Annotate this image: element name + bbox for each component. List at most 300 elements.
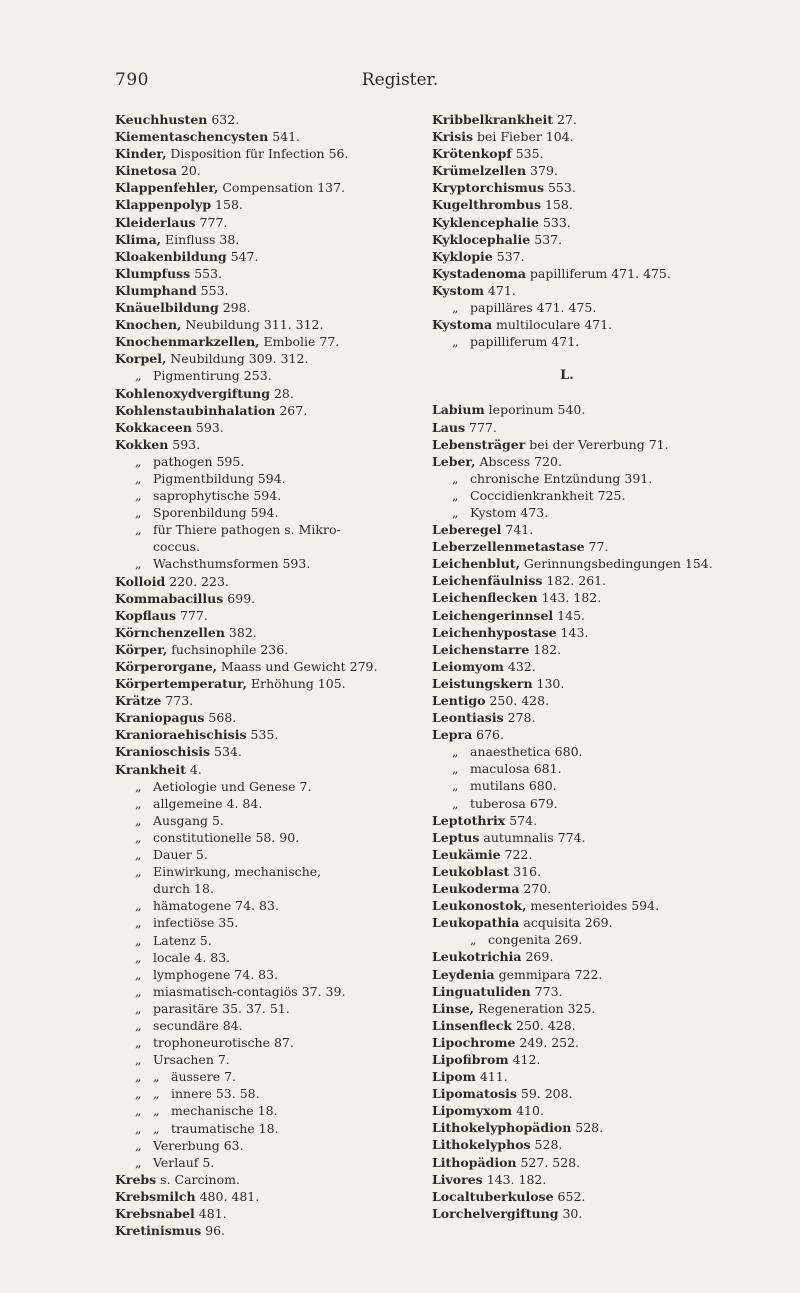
entry-headword: Knäuelbildung (115, 300, 219, 316)
index-entry (115, 316, 415, 333)
index-entry (115, 778, 415, 795)
index-entry (432, 966, 762, 983)
index-entry (432, 1119, 762, 1136)
entry-text: infectiöse 35. (153, 915, 239, 931)
index-entry (432, 521, 762, 538)
index-entry (115, 350, 415, 367)
index-entry (115, 367, 415, 384)
entry-headword: Lipom (432, 1069, 476, 1085)
entry-headword: Leukotrichia (432, 949, 522, 965)
entry-headword: Kystoma (432, 317, 493, 333)
entry-headword: Keuchhusten (115, 112, 208, 127)
entry-headword: Linsenfleck (432, 1017, 513, 1033)
index-entry (432, 436, 762, 453)
index-entry (432, 1154, 762, 1171)
entry-text: miasmatisch-contagiös 37. 39. (153, 983, 346, 999)
entry-text: 481. (194, 1206, 227, 1221)
entry-headword: Kiementaschencysten (115, 129, 269, 145)
ditto-mark: „ (153, 1069, 160, 1085)
entry-text: Pigmentirung 253. (153, 368, 272, 384)
entry-headword: Krötenkopf (432, 146, 512, 162)
entry-text: 4. (185, 761, 202, 777)
entry-headword: Lipomatosis (432, 1086, 517, 1102)
entry-headword: Krümelzellen (432, 163, 527, 179)
ditto-mark: „ (135, 1154, 142, 1170)
index-entry (432, 948, 762, 965)
index-entry (432, 931, 762, 948)
section-letter-l: L. (560, 368, 574, 384)
entry-text: 722. (500, 846, 533, 862)
index-entry (432, 1051, 762, 1068)
index-column-right (432, 111, 762, 1222)
entry-headword: Kranioschisis (115, 744, 211, 760)
entry-headword: Körnchenzellen (115, 624, 225, 640)
index-entry (432, 1171, 762, 1188)
index-entry (432, 829, 762, 846)
entry-text: 553. (196, 282, 229, 298)
ditto-mark: „ (135, 898, 142, 914)
entry-headword: Leichenfäulniss (432, 573, 543, 589)
index-entry (115, 555, 415, 572)
entry-text: lymphogene 74. 83. (153, 966, 279, 982)
entry-text: Gerinnungsbedingungen 154. (519, 556, 713, 572)
entry-headword: Kraniopagus (115, 710, 205, 726)
index-entry (432, 504, 762, 521)
ditto-mark: „ (135, 1052, 142, 1068)
entry-headword: Kokken (115, 436, 169, 452)
index-entry (115, 470, 415, 487)
entry-headword: Kyklencephalie (432, 214, 539, 230)
index-entry (115, 1171, 415, 1188)
entry-text: 182. 261. (542, 573, 607, 589)
index-entry (432, 709, 762, 726)
entry-headword: Leichenhypostase (432, 624, 557, 640)
index-entry (432, 607, 762, 624)
entry-headword: Kolloid (115, 573, 166, 589)
entry-text: multiloculare 471. (492, 317, 613, 333)
index-entry (115, 402, 415, 419)
index-entry (432, 231, 762, 248)
entry-headword: Kribbelkrankheit (432, 112, 554, 127)
entry-text: traumatische 18. (171, 1120, 279, 1136)
entry-headword: Krebs (115, 1171, 157, 1187)
index-entry (115, 162, 415, 179)
ditto-mark: „ (135, 932, 142, 948)
entry-text: maculosa 681. (470, 761, 562, 777)
entry-headword: Leichenblut, (432, 556, 520, 572)
entry-headword: Leichenstarre (432, 641, 530, 657)
ditto-mark: „ (135, 915, 142, 931)
entry-text: Einfluss 38. (161, 231, 240, 247)
ditto-mark: „ (452, 300, 459, 316)
entry-text: 574. (505, 812, 538, 828)
ditto-mark: „ (452, 778, 459, 794)
entry-text: Wachsthumsformen 593. (153, 556, 311, 572)
entry-text: papilliferum 471. 475. (525, 265, 671, 281)
ditto-mark: „ (135, 847, 142, 863)
index-entry (432, 1034, 762, 1051)
index-entry (432, 1017, 762, 1034)
entry-text: congenita 269. (488, 932, 583, 948)
entry-headword: Kinder, (115, 146, 167, 162)
index-entry (115, 949, 415, 966)
index-entry (115, 385, 415, 402)
entry-text: bei Fieber 104. (473, 129, 574, 145)
entry-text: bei der Vererbung 71. (525, 436, 669, 452)
ditto-mark: „ (135, 966, 142, 982)
entry-text: fuchsinophile 236. (167, 641, 289, 657)
index-entry (115, 1120, 415, 1137)
entry-headword: Klappenfehler, (115, 180, 219, 196)
entry-text: allgemeine 4. 84. (153, 795, 263, 811)
index-entry (432, 624, 762, 641)
ditto-mark: „ (135, 1000, 142, 1016)
index-entry (432, 453, 762, 470)
entry-text: 547. (226, 248, 259, 264)
ditto-mark: „ (135, 1017, 142, 1033)
entry-headword: Linguatuliden (432, 983, 531, 999)
entry-headword: Körpertemperatur, (115, 676, 248, 692)
entry-text: 632. (207, 112, 240, 127)
entry-text: 278. (503, 710, 536, 726)
ditto-mark: „ (452, 744, 459, 760)
entry-text: 30. (558, 1205, 583, 1221)
entry-text: 145. (553, 607, 585, 623)
page-number: 790 (115, 70, 149, 90)
entry-headword: Leistungskern (432, 675, 533, 691)
entry-headword: Krätze (115, 693, 162, 709)
index-entry (115, 709, 415, 726)
entry-headword: Kohlenoxydvergiftung (115, 385, 270, 401)
entry-text: Ausgang 5. (153, 812, 224, 828)
entry-text: 777. (465, 419, 497, 435)
entry-headword: Lentigo (432, 693, 486, 708)
index-entry (432, 572, 762, 589)
entry-text: 534. (210, 744, 242, 760)
index-entry (115, 1188, 415, 1205)
entry-headword: Lithokelyphos (432, 1137, 531, 1153)
index-entry (432, 196, 762, 213)
entry-headword: Kryptorchismus (432, 180, 544, 196)
entry-headword: Leber, (432, 453, 476, 469)
entry-text: mechanische 18. (171, 1103, 278, 1119)
index-entry (115, 846, 415, 863)
index-entry (115, 726, 415, 743)
index-entry (115, 214, 415, 231)
index-entries-k (432, 111, 762, 350)
entry-headword: Lipochrome (432, 1034, 516, 1050)
entry-headword: Knochen, (115, 317, 182, 333)
entry-text: Kystom 473. (470, 504, 549, 520)
index-entry (115, 1154, 415, 1171)
index-entry (115, 436, 415, 453)
index-entry (115, 607, 415, 624)
ditto-mark: „ (135, 1120, 142, 1136)
entry-headword: Körper, (115, 641, 168, 657)
entry-headword: Leukopathia (432, 915, 520, 931)
index-entry (115, 573, 415, 590)
index-entry (115, 812, 415, 829)
entry-text: 777. (175, 607, 208, 623)
index-entry (115, 914, 415, 931)
entry-headword: Kyklocephalie (432, 231, 531, 247)
entry-text: 270. (519, 881, 552, 897)
entry-text: 130. (532, 675, 565, 691)
index-entry (115, 265, 415, 282)
ditto-mark: „ (452, 487, 459, 503)
entry-text: coccus. (153, 539, 200, 555)
ditto-mark: „ (135, 1086, 142, 1102)
index-entry (115, 880, 415, 897)
index-entry (432, 214, 762, 231)
entry-text: 471. (483, 282, 516, 298)
entry-text: 250. 428. (512, 1017, 576, 1033)
index-entry (432, 316, 762, 333)
entry-headword: Localtuberkulose (432, 1188, 554, 1204)
entry-text: acquisita 269. (519, 915, 613, 931)
entry-headword: Leontiasis (432, 710, 504, 726)
entry-text: 250. 428. (485, 693, 550, 708)
entry-text: für Thiere pathogen s. Mikro- (153, 522, 341, 538)
entry-headword: Lipomyxom (432, 1103, 513, 1119)
index-entry (432, 248, 762, 265)
entry-headword: Leberzellenmetastase (432, 539, 585, 555)
index-entry (115, 675, 415, 692)
entry-text: 773. (530, 983, 563, 999)
index-entry (432, 641, 762, 658)
index-entry (115, 590, 415, 607)
index-entry (115, 538, 415, 555)
entry-text: 537. (492, 248, 525, 264)
index-entry (115, 196, 415, 213)
index-entry (115, 111, 415, 128)
entry-text: tuberosa 679. (470, 795, 558, 811)
entry-text: 410. (512, 1103, 544, 1119)
ditto-mark: „ (135, 1103, 142, 1119)
entry-text: innere 53. 58. (171, 1086, 260, 1102)
entry-headword: Labium (432, 402, 485, 418)
entry-text: secundäre 84. (153, 1017, 243, 1033)
entry-text: 158. (541, 197, 573, 213)
ditto-mark: „ (135, 949, 142, 965)
index-entry (115, 179, 415, 196)
ditto-mark: „ (452, 470, 459, 486)
entry-text: anaesthetica 680. (470, 744, 583, 760)
entry-text: locale 4. 83. (153, 949, 231, 965)
index-entry (432, 675, 762, 692)
ditto-mark: „ (452, 761, 459, 777)
entry-headword: Kystom (432, 282, 484, 298)
ditto-mark: „ (135, 1035, 142, 1051)
index-entry (432, 983, 762, 1000)
ditto-mark: „ (135, 453, 142, 469)
entry-headword: Leichenflecken (432, 590, 538, 606)
index-entry (432, 538, 762, 555)
index-entry (432, 589, 762, 606)
ditto-mark: „ (153, 1086, 160, 1102)
entry-headword: Leptus (432, 829, 480, 845)
index-entry (432, 692, 762, 709)
entry-headword: Kohlenstaubinhalation (115, 402, 276, 418)
entry-text: Neubildung 311. 312. (181, 317, 324, 333)
entry-text: mesenterioides 594. (526, 898, 660, 914)
ditto-mark: „ (153, 1120, 160, 1136)
entry-headword: Leptothrix (432, 812, 506, 828)
entry-text: autumnalis 774. (479, 829, 586, 845)
entry-headword: Leukoderma (432, 881, 520, 897)
entry-text: Einwirkung, mechanische, (153, 864, 322, 880)
entry-text: 28. (269, 385, 294, 401)
entry-text: 379. (526, 163, 558, 179)
index-entry (115, 248, 415, 265)
entry-text: constitutionelle 58. 90. (153, 829, 300, 845)
index-entry (432, 265, 762, 282)
index-entry (432, 760, 762, 777)
entry-text: 267. (275, 402, 308, 418)
entry-text: parasitäre 35. 37. 51. (153, 1000, 290, 1016)
index-entry (115, 1222, 415, 1239)
entry-text: 298. (218, 300, 251, 316)
entry-headword: Leukonostok, (432, 898, 527, 914)
entry-text: mutilans 680. (470, 778, 557, 794)
index-entry (432, 555, 762, 572)
ditto-mark: „ (135, 505, 142, 521)
entry-headword: Kystadenoma (432, 265, 526, 281)
index-entry (432, 282, 762, 299)
ditto-mark: „ (135, 1137, 142, 1153)
entry-text: papilläres 471. 475. (470, 300, 597, 316)
entry-headword: Laus (432, 419, 466, 435)
entry-text: 59. 208. (516, 1086, 573, 1102)
ditto-mark: „ (135, 983, 142, 999)
index-entry (115, 795, 415, 812)
running-title: Register. (361, 70, 439, 90)
index-entry (432, 914, 762, 931)
entry-headword: Kloakenbildung (115, 248, 227, 264)
ditto-mark: „ (135, 368, 142, 384)
entry-headword: Krebsmilch (115, 1188, 196, 1204)
entry-text: 432. (503, 658, 536, 674)
entry-text: 96. (201, 1223, 226, 1239)
index-entry (432, 812, 762, 829)
entry-text: Dauer 5. (153, 847, 208, 863)
index-entry (115, 829, 415, 846)
entry-headword: Lipofibrom (432, 1051, 509, 1067)
entry-text: 527. 528. (516, 1154, 581, 1170)
entry-headword: Leukämie (432, 846, 501, 862)
entry-headword: Knochenmarkzellen, (115, 334, 260, 350)
entry-headword: Kleiderlaus (115, 214, 196, 230)
entry-text: 553. (544, 180, 576, 196)
entry-text: 773. (161, 693, 194, 709)
entry-text: s. Carcinom. (156, 1171, 240, 1187)
entry-text: hämatogene 74. 83. (153, 898, 279, 914)
entry-text: 535. (511, 146, 544, 162)
index-entry (432, 1136, 762, 1153)
entry-headword: Leukoblast (432, 863, 510, 879)
entry-text: leporinum 540. (484, 402, 586, 418)
index-entry (432, 1000, 762, 1017)
entry-text: 143. 182. (482, 1171, 547, 1187)
entry-text: Embolie 77. (259, 334, 340, 350)
index-entry (115, 333, 415, 350)
entry-text: 269. (521, 949, 554, 965)
entry-text: Erhöhung 105. (247, 676, 346, 692)
entry-text: 593. (191, 419, 224, 435)
entry-text: 652. (553, 1188, 586, 1204)
index-entry (432, 726, 762, 743)
index-entry (115, 743, 415, 760)
index-entry (115, 487, 415, 504)
index-entry (115, 453, 415, 470)
entry-text: Pigmentbildung 594. (153, 470, 286, 486)
index-entry (432, 145, 762, 162)
entry-headword: Korpel, (115, 351, 167, 367)
entry-headword: Kommabacillus (115, 590, 224, 606)
entry-text: 676. (472, 727, 504, 743)
entry-text: papilliferum 471. (470, 334, 580, 350)
index-entry (115, 1205, 415, 1222)
entry-text: Coccidienkrankheit 725. (470, 487, 626, 503)
ditto-mark: „ (135, 488, 142, 504)
entry-text: trophoneurotische 87. (153, 1035, 294, 1051)
index-entry (432, 419, 762, 436)
entry-headword: Leberegel (432, 522, 502, 538)
index-entry (115, 1102, 415, 1119)
entry-text: Ursachen 7. (153, 1052, 230, 1068)
index-entries-l (432, 401, 762, 1222)
entry-headword: Livores (432, 1171, 483, 1187)
entry-text: 27. (553, 112, 577, 127)
index-entry (115, 231, 415, 248)
index-entry (115, 1000, 415, 1017)
index-entry (432, 743, 762, 760)
entry-text: Maass und Gewicht 279. (216, 659, 378, 674)
entry-text: Abscess 720. (475, 453, 562, 469)
entry-headword: Krankheit (115, 761, 186, 777)
index-entry (432, 179, 762, 196)
index-entry (115, 504, 415, 521)
entry-text: Vererbung 63. (153, 1137, 244, 1153)
index-entry (115, 761, 415, 778)
entry-headword: Kopflaus (115, 607, 176, 623)
index-entry (115, 282, 415, 299)
ditto-mark: „ (452, 334, 459, 350)
entry-headword: Lithopädion (432, 1154, 517, 1170)
ditto-mark: „ (135, 829, 142, 845)
index-entry (432, 333, 762, 350)
entry-text: 535. (246, 727, 279, 743)
entry-headword: Klumphand (115, 282, 197, 298)
index-entry (115, 1034, 415, 1051)
entry-text: 533. (538, 214, 571, 230)
ditto-mark: „ (135, 795, 142, 811)
entry-text: äussere 7. (171, 1069, 237, 1085)
index-entry (432, 1205, 762, 1222)
index-entry (432, 401, 762, 418)
entry-headword: Lebensträger (432, 436, 526, 452)
entry-headword: Lepra (432, 727, 473, 743)
entry-text: 20. (176, 163, 201, 179)
entry-headword: Kugelthrombus (432, 197, 541, 213)
index-entry (115, 128, 415, 145)
index-entry (432, 1188, 762, 1205)
entry-headword: Kretinismus (115, 1223, 202, 1239)
entry-text: Verlauf 5. (153, 1154, 215, 1170)
index-entry (115, 1137, 415, 1154)
entry-text: pathogen 595. (153, 453, 245, 469)
entry-headword: Leydenia (432, 966, 495, 982)
